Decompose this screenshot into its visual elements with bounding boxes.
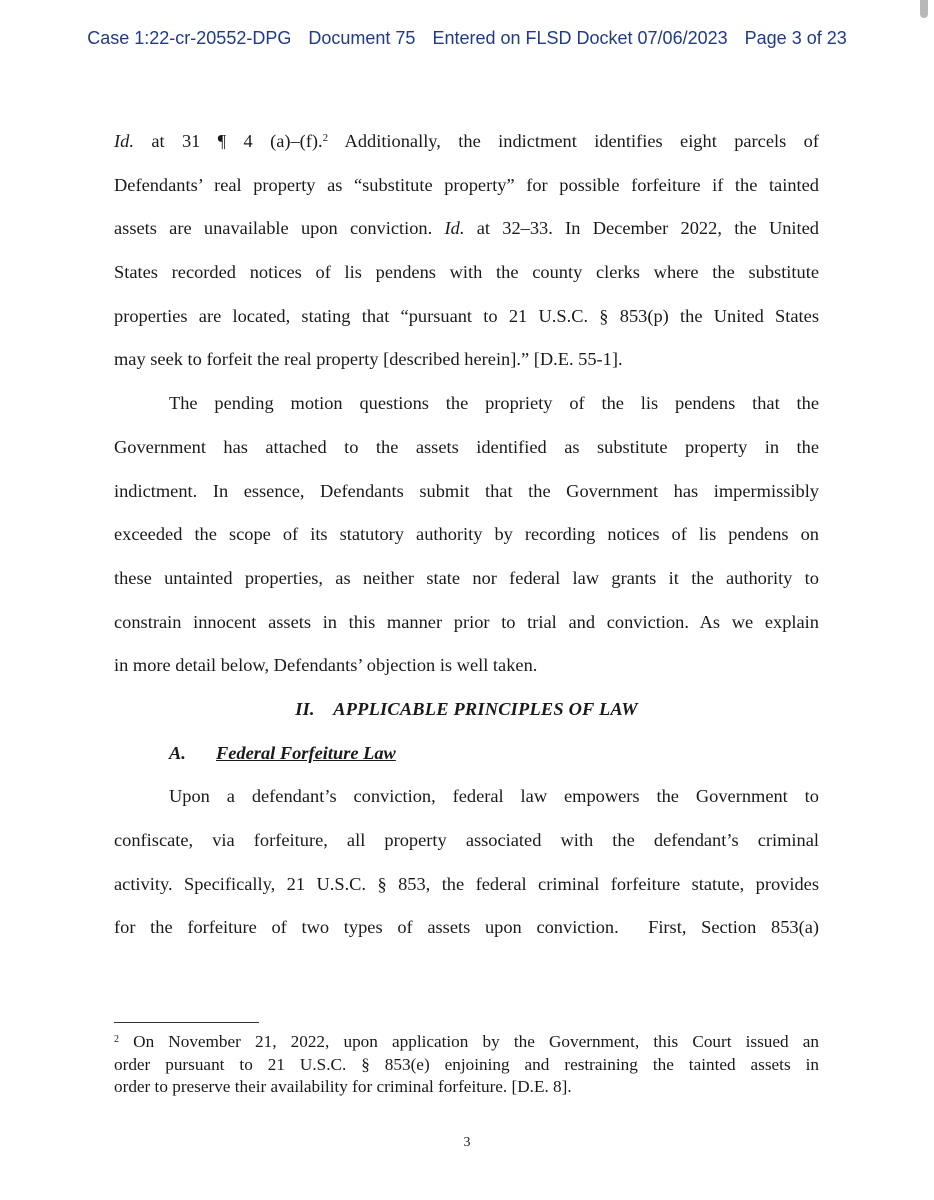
footnote (114, 1031, 819, 1099)
citation-id: Id. (444, 218, 465, 239)
paragraph-line: activity. Specifically, 21 U.S.C. § 853, the federal criminal forfeiture statute, provides (114, 873, 819, 894)
document-number: Document 75 (308, 28, 416, 48)
document-body (114, 120, 819, 950)
text-run: assets are unavailable upon conviction. (114, 218, 445, 239)
paragraph-line: exceeded the scope of its statutory authority by recording notices of lis pendens on (114, 524, 819, 545)
page-number: 3 (463, 1135, 471, 1150)
paragraph-line: may seek to forfeit the real property [described herein].” [D.E. 55-1]. (114, 349, 623, 370)
paragraph-line: constrain innocent assets in this manner prior to trial and conviction. As we explain (114, 611, 819, 632)
case-number: Case 1:22-cr-20552-DPG (87, 28, 292, 48)
footnote-divider (114, 1022, 259, 1023)
paragraph-line: in more detail below, Defendants’ objection is well taken. (114, 655, 538, 676)
citation-id: Id. (114, 131, 134, 151)
paragraph-line: confiscate, via forfeiture, all property associated with the defendant’s criminal (114, 830, 819, 850)
footnote-line (114, 1031, 819, 1054)
paragraph-line: The pending motion questions the propriety of the lis pendens that the (169, 393, 819, 414)
paragraph-line: these untainted properties, as neither state nor federal law grants it the authority to (114, 567, 819, 588)
section-heading: II. APPLICABLE PRINCIPLES OF LAW (295, 698, 638, 719)
paragraph-line: indictment. In essence, Defendants submit that the Government has impermissibly (114, 480, 819, 501)
page-count: Page 3 of 23 (744, 28, 847, 48)
paragraph-line (114, 120, 819, 164)
docket-header (0, 28, 934, 49)
entered-date: Entered on FLSD Docket 07/06/2023 (432, 28, 728, 48)
footnote-line: order to preserve their availability for criminal forfeiture. [D.E. 8]. (114, 1077, 572, 1097)
text-run: at 31 ¶ 4 (a)–(f). (133, 131, 323, 151)
paragraph-line (114, 207, 819, 251)
footnote-marker: 2 (114, 1034, 119, 1045)
footnote-line: order pursuant to 21 U.S.C. § 853(e) enjoining and restraining the tainted assets in (114, 1054, 819, 1074)
subsection-title: Federal Forfeiture Law (216, 742, 396, 763)
paragraph-line: Defendants’ real property as “substitute property” for possible forfeiture if the tainted (114, 174, 819, 195)
text-run: at 32–33. In December 2022, the United (464, 218, 819, 239)
paragraph-line: Government has attached to the assets identified as substitute property in the (114, 436, 819, 457)
paragraph-line: Upon a defendant’s conviction, federal law empowers the Government to (169, 786, 819, 807)
paragraph-line: States recorded notices of lis pendens with the county clerks where the substitute (114, 262, 819, 283)
paragraph-line: for the forfeiture of two types of assets upon conviction. First, Section 853(a) (114, 917, 819, 938)
footnote-reference[interactable]: 2 (322, 132, 329, 144)
subsection-heading (114, 732, 819, 776)
subsection-label: A. (169, 742, 186, 763)
scroll-indicator[interactable] (920, 0, 928, 18)
text-run: Additionally, the indictment identifies eight parcels of (328, 131, 819, 151)
paragraph-line: properties are located, stating that “pursuant to 21 U.S.C. § 853(p) the United States (114, 305, 819, 326)
text-run: On November 21, 2022, upon application by the Government, this Court issued an (119, 1032, 819, 1051)
